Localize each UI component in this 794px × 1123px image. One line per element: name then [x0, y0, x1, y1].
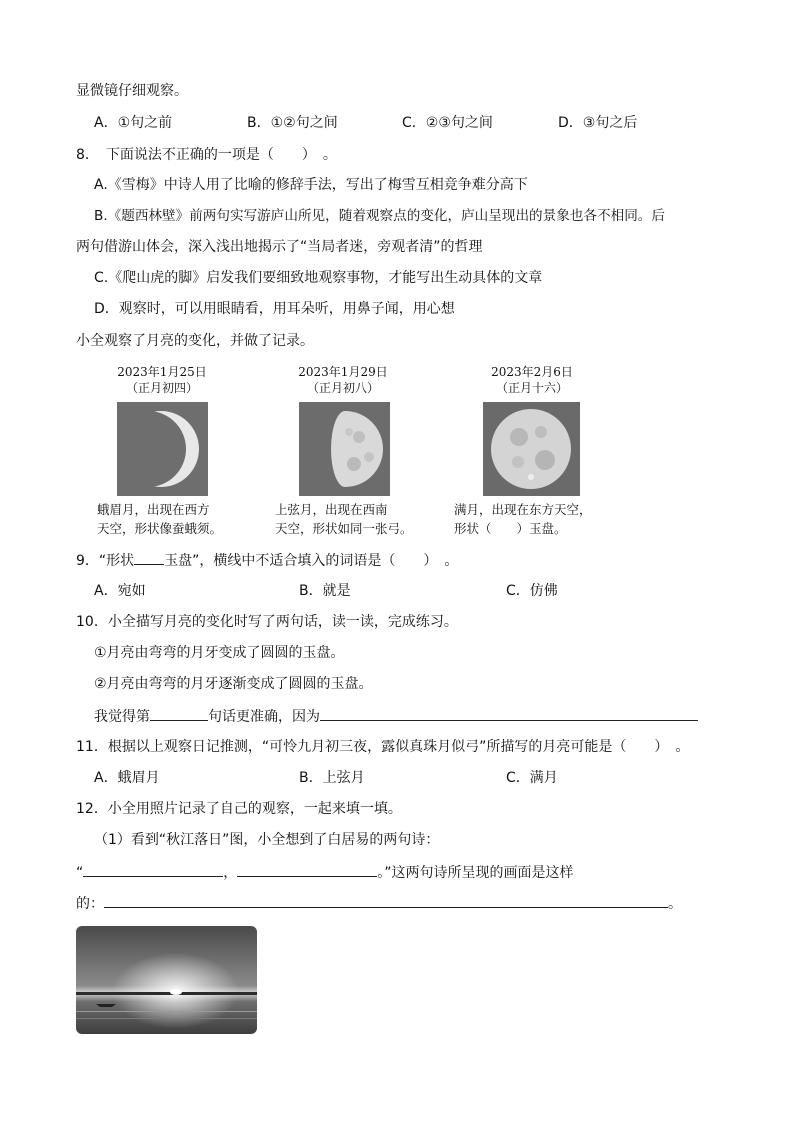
q11-stem: 11．根据以上观察日记推测，“可怜九月初三夜，露似真珠月似弓”所描写的月亮可能是（ ） 。 — [76, 739, 690, 755]
q12-blank-line1[interactable] — [83, 862, 223, 877]
q10-fill-line — [94, 706, 698, 727]
q9-stem-b: 玉盘”，横线中不适合填入的词语是（ ） 。 — [164, 553, 459, 569]
q9-stem — [76, 550, 458, 571]
q7-option-d[interactable]: D．③句之后 — [558, 115, 638, 131]
full-moon-image — [483, 402, 580, 496]
q12-stem: 12．小全用照片记录了自己的观察，一起来填一填。 — [76, 801, 402, 817]
moon3-date: 2023年2月6日 — [491, 365, 573, 379]
first-quarter-moon-image — [299, 402, 390, 496]
q12-line2-a: 的： — [76, 896, 104, 912]
moon-intro: 小全观察了月亮的变化，并做了记录。 — [76, 333, 314, 349]
q7-option-a[interactable]: A．①句之前 — [94, 115, 173, 131]
q12-sub1: （1）看到“秋江落日”图，小全想到了白居易的两句诗： — [94, 832, 440, 848]
q9-option-b[interactable]: B．就是 — [299, 583, 351, 599]
q8-stem-text: 8． 下面说法不正确的一项是（ ） 。 — [76, 147, 337, 163]
q12-quote-close: 。”这两句诗所呈现的画面是这样 — [377, 865, 574, 881]
q12-line2-end: 。 — [668, 896, 682, 912]
autumn-river-sunset-photo — [76, 926, 257, 1034]
q11-option-c[interactable]: C．满月 — [506, 770, 558, 786]
moon1-date: 2023年1月25日 — [117, 365, 207, 379]
crescent-moon-image — [117, 402, 208, 496]
q10-blank-number[interactable] — [150, 706, 208, 721]
moon2-lunar: （正月初八） — [306, 381, 379, 395]
q12-quote-open: “ — [76, 865, 84, 881]
q7-option-c[interactable]: C．②③句之间 — [402, 115, 493, 131]
q10-fill-b: 句话更准确，因为 — [208, 709, 320, 725]
q9-option-a[interactable]: A．宛如 — [94, 583, 146, 599]
q11-option-a[interactable]: A．蛾眉月 — [94, 770, 160, 786]
moon2-date: 2023年1月29日 — [298, 365, 388, 379]
q9-option-c[interactable]: C．仿佛 — [506, 583, 558, 599]
moon3-lunar: （正月十六） — [495, 381, 568, 395]
q11-option-b[interactable]: B．上弦月 — [299, 770, 365, 786]
q8-option-d[interactable]: D．观察时，可以用眼睛看，用耳朵听，用鼻子闻，用心想 — [94, 301, 455, 317]
q10-sentence-2: ②月亮由弯弯的月牙逐渐变成了圆圆的玉盘。 — [94, 676, 373, 692]
q12-fill-line2 — [76, 893, 682, 914]
q7-text-tail: 显微镜仔细观察。 — [76, 83, 188, 99]
q8-option-b-line1[interactable]: B.《题西林壁》前两句实写游庐山所见，随着观察点的变化，庐山呈现出的景象也各不相同。后 — [94, 208, 665, 224]
moon1-lunar: （正月初四） — [125, 381, 198, 395]
moon1-desc-line1: 蛾眉月，出现在西方 — [97, 502, 210, 517]
q8-option-a[interactable]: A.《雪梅》中诗人用了比喻的修辞手法，写出了梅雪互相竞争难分高下 — [94, 177, 528, 193]
q10-fill-a: 我觉得第 — [94, 709, 150, 725]
moon1-desc-line2: 天空，形状像蚕蛾须。 — [97, 521, 223, 536]
q8-stem — [76, 145, 337, 165]
q10-stem: 10．小全描写月亮的变化时写了两句话，读一读，完成练习。 — [76, 614, 458, 630]
q9-stem-a: 9．“形状 — [76, 553, 135, 569]
q12-blank-line2[interactable] — [237, 862, 377, 877]
moon2-desc-line1: 上弦月，出现在西南 — [275, 502, 388, 517]
q10-sentence-1: ①月亮由弯弯的月牙变成了圆圆的玉盘。 — [94, 645, 345, 661]
q8-option-b-line2: 两句借游山体会，深入浅出地揭示了“当局者迷，旁观者清”的哲理 — [76, 239, 483, 255]
q10-blank-reason[interactable] — [320, 706, 698, 721]
moon3-desc-line1: 满月，出现在东方天空， — [454, 502, 592, 517]
q12-comma: ， — [223, 865, 238, 881]
q12-blank-description[interactable] — [104, 893, 668, 908]
moon2-desc-line2: 天空，形状如同一张弓。 — [275, 521, 413, 536]
q9-blank[interactable] — [134, 550, 164, 565]
q12-fill-line1 — [76, 862, 574, 883]
q8-option-c[interactable]: C.《爬山虎的脚》启发我们要细致地观察事物，才能写出生动具体的文章 — [94, 270, 543, 286]
moon3-desc-line2: 形状（ ）玉盘。 — [454, 521, 567, 536]
q7-option-b[interactable]: B．①②句之间 — [247, 115, 338, 131]
